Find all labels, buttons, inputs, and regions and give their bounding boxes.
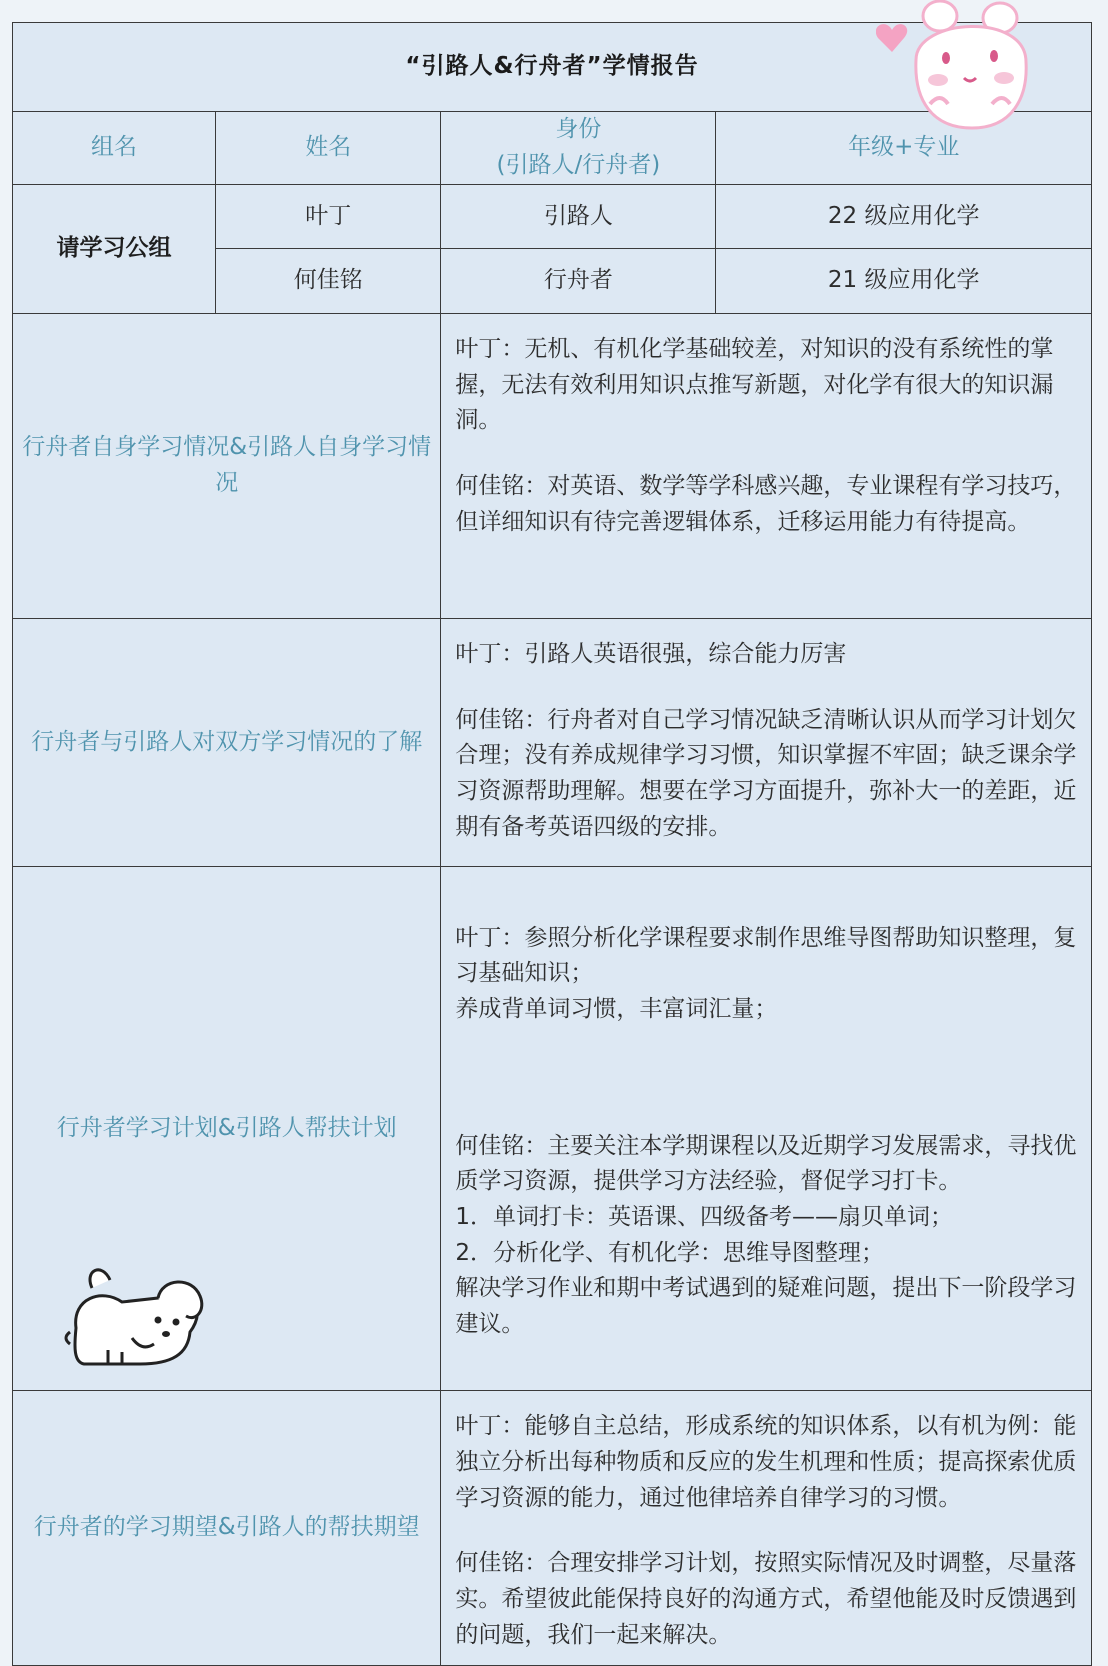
header-grade: 年级+专业 <box>716 112 1092 185</box>
section-label: 行舟者学习计划&引路人帮扶计划 <box>13 867 441 1391</box>
section-paragraph: 何佳铭：对英语、数学等学科感兴趣，专业课程有学习技巧，但详细知识有待完善逻辑体系，迁移运用能力有待提高。 <box>455 472 1077 535</box>
section-content <box>441 1391 1092 1666</box>
member-grade: 21 级应用化学 <box>716 249 1092 314</box>
dog-sticker-icon <box>62 1258 212 1368</box>
member-name: 叶丁 <box>216 185 441 249</box>
section-label: 行舟者自身学习情况&引路人自身学习情况 <box>13 314 441 619</box>
section-label: 行舟者与引路人对双方学习情况的了解 <box>13 619 441 867</box>
section-paragraph: 叶丁：引路人英语很强，综合能力厉害 <box>455 641 847 667</box>
section-paragraph: 何佳铭：行舟者对自己学习情况缺乏清晰认识从而学习计划欠合理；没有养成规律学习习惯，知识掌握不牢固；缺乏课余学习资源帮助理解。想要在学习方面提升，弥补大一的差距，近期有备考英语四级的安排。 <box>455 706 1077 840</box>
header-role <box>441 112 716 185</box>
report-table <box>12 22 1092 1666</box>
member-name: 何佳铭 <box>216 249 441 314</box>
header-name: 姓名 <box>216 112 441 185</box>
header-role-line2: (引路人/行舟者) <box>496 152 661 178</box>
section-paragraph: 叶丁：参照分析化学课程要求制作思维导图帮助知识整理，复习基础知识； 养成背单词习惯，丰富词汇量； <box>455 924 1077 1022</box>
section-label: 行舟者的学习期望&引路人的帮扶期望 <box>13 1391 441 1666</box>
section-paragraph: 何佳铭：主要关注本学期课程以及近期学习发展需求，寻找优质学习资源，提供学习方法经验，督促学习打卡。 1．单词打卡：英语课、四级备考——扇贝单词； 2．分析化学、有机化学：思维导图整理； 解决学习作业和期中考试遇到的疑难问题，提出下一阶段学习建议。 <box>455 1132 1077 1338</box>
section-content <box>441 314 1092 619</box>
member-role: 引路人 <box>441 185 716 249</box>
bear-sticker-icon <box>876 0 1036 140</box>
section-content <box>441 619 1092 867</box>
member-role: 行舟者 <box>441 249 716 314</box>
section-paragraph: 何佳铭：合理安排学习计划，按照实际情况及时调整，尽量落实。希望彼此能保持良好的沟通方式，希望他能及时反馈遇到的问题，我们一起来解决。 <box>455 1550 1077 1648</box>
header-group: 组名 <box>13 112 216 185</box>
section-paragraph: 叶丁：无机、有机化学基础较差，对知识的没有系统性的掌握，无法有效利用知识点推写新题，对化学有很大的知识漏洞。 <box>455 336 1054 434</box>
member-grade: 22 级应用化学 <box>716 185 1092 249</box>
header-role-line1: 身份 <box>555 116 602 143</box>
report-title: “引路人&行舟者”学情报告 <box>13 23 1092 112</box>
group-name-cell: 请学习公组 <box>13 185 216 314</box>
section-paragraph: 叶丁：能够自主总结，形成系统的知识体系，以有机为例：能独立分析出每种物质和反应的发生机理和性质；提高探索优质学习资源的能力，通过他律培养自律学习的习惯。 <box>455 1413 1077 1511</box>
section-content <box>441 867 1092 1391</box>
